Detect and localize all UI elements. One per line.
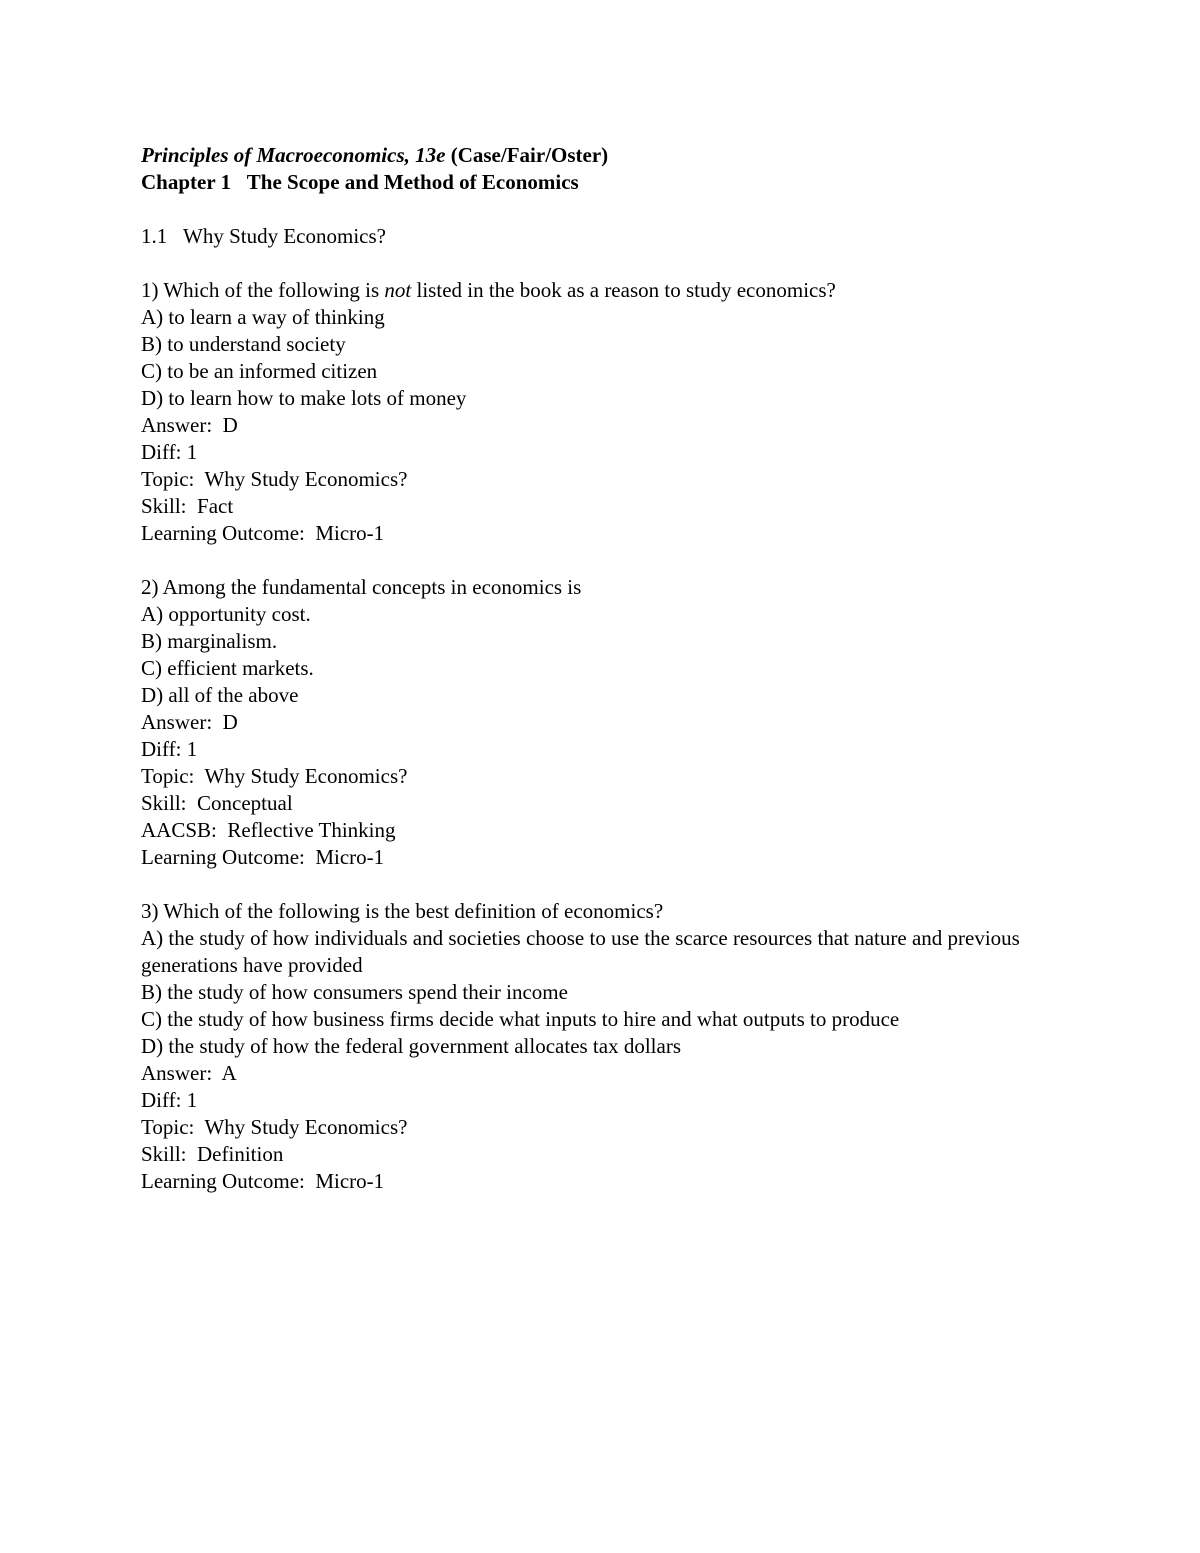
- option-d: D) all of the above: [141, 683, 299, 707]
- chapter-label: Chapter 1: [141, 170, 232, 194]
- book-title-line: [141, 142, 1101, 169]
- section-heading: [141, 223, 1101, 250]
- skill-line: Skill: Fact: [141, 494, 234, 518]
- section-title: Why Study Economics?: [183, 224, 386, 248]
- option-c: C) efficient markets.: [141, 656, 314, 680]
- skill-line: Skill: Conceptual: [141, 791, 293, 815]
- chapter-title: The Scope and Method of Economics: [246, 170, 579, 194]
- question-3: [141, 898, 1101, 1195]
- option-d: D) the study of how the federal government allocates tax dollars: [141, 1034, 681, 1058]
- option-a: A) the study of how individuals and societies choose to use the scarce resources that nature and previous generations have provided: [141, 926, 1026, 977]
- option-d: D) to learn how to make lots of money: [141, 386, 467, 410]
- learning-outcome-line: Learning Outcome: Micro-1: [141, 521, 385, 545]
- topic-line: Topic: Why Study Economics?: [141, 467, 408, 491]
- learning-outcome-line: Learning Outcome: Micro-1: [141, 1169, 385, 1193]
- aacsb-line: AACSB: Reflective Thinking: [141, 818, 396, 842]
- chapter-heading: [141, 169, 1101, 196]
- document-page: [141, 142, 1101, 1195]
- book-title: Principles of Macroeconomics, 13e: [141, 143, 446, 167]
- topic-line: Topic: Why Study Economics?: [141, 1115, 408, 1139]
- difficulty-line: Diff: 1: [141, 440, 198, 464]
- option-a: A) to learn a way of thinking: [141, 305, 385, 329]
- question-1: [141, 277, 1101, 547]
- option-c: C) the study of how business firms decide what inputs to hire and what outputs to produce: [141, 1007, 900, 1031]
- difficulty-line: Diff: 1: [141, 1088, 198, 1112]
- option-a: A) opportunity cost.: [141, 602, 311, 626]
- option-b: B) the study of how consumers spend their income: [141, 980, 568, 1004]
- section-number: 1.1: [141, 224, 168, 248]
- topic-line: Topic: Why Study Economics?: [141, 764, 408, 788]
- option-b: B) marginalism.: [141, 629, 278, 653]
- question-stem: 3) Which of the following is the best definition of economics?: [141, 899, 664, 923]
- learning-outcome-line: Learning Outcome: Micro-1: [141, 845, 385, 869]
- answer-line: Answer: D: [141, 413, 238, 437]
- answer-line: Answer: D: [141, 710, 238, 734]
- difficulty-line: Diff: 1: [141, 737, 198, 761]
- book-authors: (Case/Fair/Oster): [445, 143, 609, 167]
- emphasis-not: not: [384, 278, 412, 302]
- answer-line: Answer: A: [141, 1061, 237, 1085]
- skill-line: Skill: Definition: [141, 1142, 284, 1166]
- option-b: B) to understand society: [141, 332, 346, 356]
- option-c: C) to be an informed citizen: [141, 359, 378, 383]
- question-2: [141, 574, 1101, 871]
- question-stem: 2) Among the fundamental concepts in economics is: [141, 575, 582, 599]
- question-stem: 1) Which of the following is not listed in the book as a reason to study economics?: [141, 278, 836, 302]
